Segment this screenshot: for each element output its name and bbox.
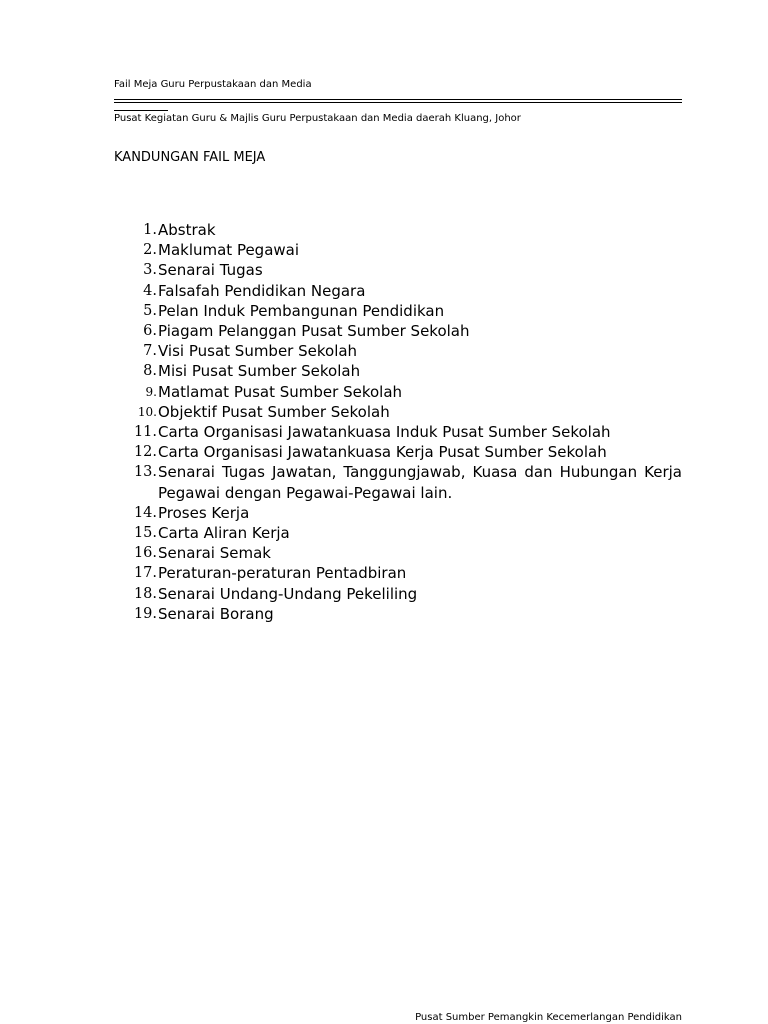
- list-item: [114, 442, 682, 462]
- list-item: [114, 220, 682, 240]
- item-text: Senarai Tugas Jawatan, Tanggungjawab, Kuasa dan Hubungan Kerja Pegawai dengan Pegawai-Pegawai lain.: [158, 463, 682, 502]
- item-number: 8.: [143, 363, 157, 380]
- item-number: 3.: [143, 262, 157, 279]
- item-text: Objektif Pusat Sumber Sekolah: [158, 402, 390, 421]
- list-item: [114, 281, 682, 301]
- item-number: 2.: [143, 242, 157, 259]
- item-number: 10.: [137, 404, 157, 419]
- item-number: 13.: [133, 464, 157, 481]
- item-text: Visi Pusat Sumber Sekolah: [158, 342, 358, 361]
- item-text: Carta Aliran Kerja: [158, 524, 290, 543]
- list-item: [114, 361, 682, 381]
- item-text: Proses Kerja: [158, 503, 250, 522]
- item-text: Carta Organisasi Jawatankuasa Kerja Pusat Sumber Sekolah: [158, 443, 607, 462]
- list-item: [114, 260, 682, 280]
- list-item: [114, 543, 682, 563]
- item-number: 1.: [143, 222, 157, 238]
- header-rule: [114, 99, 682, 100]
- item-text: Carta Organisasi Jawatankuasa Induk Pusat Sumber Sekolah: [158, 423, 611, 442]
- footer-text: Pusat Sumber Pemangkin Kecemerlangan Pendidikan: [415, 1012, 682, 1023]
- item-number: 7.: [143, 343, 157, 360]
- item-number: 11.: [133, 424, 157, 441]
- item-number: 6.: [143, 323, 157, 340]
- list-item: [114, 503, 682, 523]
- item-number: 14.: [133, 504, 157, 521]
- document-heading: KANDUNGAN FAIL MEJA: [114, 150, 266, 165]
- item-text: Pelan Induk Pembangunan Pendidikan: [158, 301, 445, 320]
- item-number: 16.: [133, 545, 157, 562]
- item-text: Maklumat Pegawai: [158, 241, 300, 260]
- list-item: [114, 422, 682, 442]
- list-item: [114, 523, 682, 543]
- item-text: Senarai Borang: [158, 604, 274, 623]
- item-text: Piagam Pelanggan Pusat Sumber Sekolah: [158, 322, 470, 341]
- item-text: Matlamat Pusat Sumber Sekolah: [158, 382, 403, 401]
- item-number: 4.: [143, 282, 157, 299]
- header-rule-stub: [114, 110, 168, 111]
- item-number: 18.: [133, 585, 157, 602]
- item-text: Senarai Undang-Undang Pekeliling: [158, 584, 418, 603]
- item-text: Peraturan-peraturan Pentadbiran: [158, 564, 407, 583]
- list-item: [114, 321, 682, 341]
- item-number: 19.: [133, 605, 157, 622]
- item-text: Senarai Semak: [158, 544, 271, 563]
- header-rule-double: [114, 102, 682, 103]
- item-text: Falsafah Pendidikan Negara: [158, 281, 366, 300]
- item-number: 9.: [145, 384, 157, 399]
- item-number: 17.: [133, 565, 157, 582]
- item-text: Misi Pusat Sumber Sekolah: [158, 362, 361, 381]
- item-number: 12.: [133, 444, 157, 461]
- item-number: 5.: [143, 302, 157, 319]
- list-item: [114, 402, 682, 422]
- list-item: [114, 341, 682, 361]
- item-text: Senarai Tugas: [158, 261, 263, 280]
- list-item: [114, 604, 682, 624]
- list-item: [114, 301, 682, 321]
- header-title: Fail Meja Guru Perpustakaan dan Media: [114, 79, 312, 90]
- list-item: [114, 462, 682, 502]
- item-text: Abstrak: [158, 221, 216, 239]
- item-number: 15.: [133, 525, 157, 542]
- contents-list: [114, 220, 682, 624]
- list-item: [114, 240, 682, 260]
- list-item: [114, 382, 682, 402]
- list-item: [114, 584, 682, 604]
- list-item: [114, 563, 682, 583]
- header-subtitle: Pusat Kegiatan Guru & Majlis Guru Perpustakaan dan Media daerah Kluang, Johor: [114, 113, 521, 124]
